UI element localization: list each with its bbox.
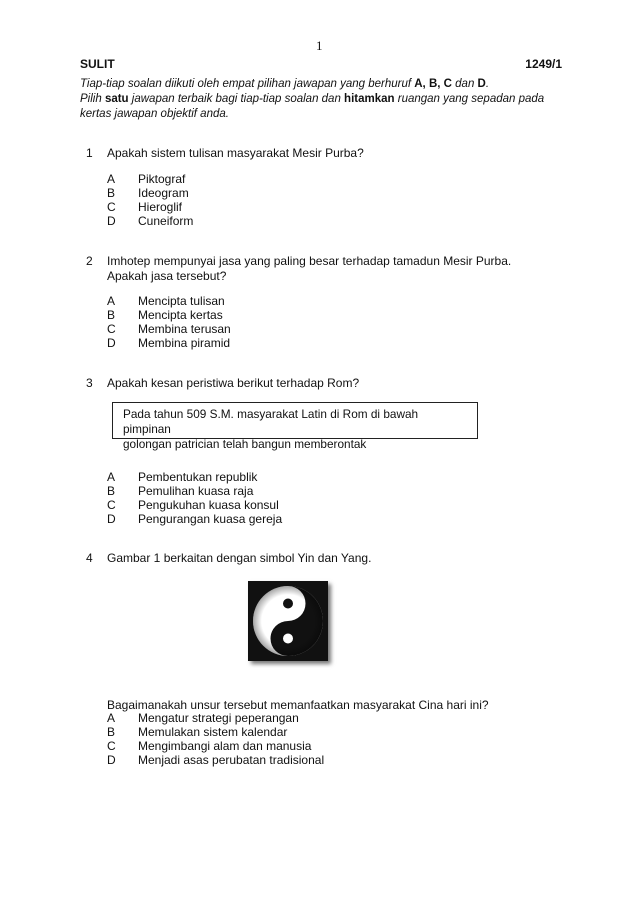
option-text: Memulakan sistem kalendar bbox=[138, 725, 288, 739]
yin-yang-icon bbox=[248, 581, 328, 661]
option-letter: C bbox=[107, 322, 116, 336]
option-letter: B bbox=[107, 725, 116, 739]
option-text: Pengukuhan kuasa konsul bbox=[138, 498, 279, 512]
option-text: Piktograf bbox=[138, 172, 186, 186]
option-letter: D bbox=[107, 512, 116, 526]
instructions bbox=[80, 77, 565, 122]
instr-text: ruangan yang sepadan pada kertas jawapan objektif anda. bbox=[80, 93, 545, 120]
option-text: Cuneiform bbox=[138, 214, 194, 228]
option-letter: A bbox=[107, 294, 116, 308]
instr-letters: A, B, C bbox=[414, 78, 452, 90]
question-text: Apakah sistem tulisan masyarakat Mesir Purba? bbox=[107, 146, 364, 160]
instr-text: . bbox=[485, 78, 490, 90]
page-number: 1 bbox=[316, 38, 323, 53]
statement-line: Pada tahun 509 S.M. masyarakat Latin di Rom di bawah pimpinan bbox=[123, 407, 419, 436]
option-letter: A bbox=[107, 711, 116, 725]
header-sulit: SULIT bbox=[80, 57, 115, 71]
instr-text: jawapan terbaik bagi tiap-tiap soalan dan bbox=[128, 93, 345, 105]
option-text: Mencipta kertas bbox=[138, 308, 223, 322]
option-text: Ideogram bbox=[138, 186, 189, 200]
option-text: Membina terusan bbox=[138, 322, 231, 336]
option-text: Hieroglif bbox=[138, 200, 183, 214]
option-letter: D bbox=[107, 336, 116, 350]
question-number: 2 bbox=[86, 254, 93, 268]
instr-satu: satu bbox=[104, 93, 129, 105]
question-line: Imhotep mempunyai jasa yang paling besar terhadap tamadun Mesir Purba. bbox=[107, 254, 512, 268]
option-text: Pengurangan kuasa gereja bbox=[138, 512, 283, 526]
option-letter: B bbox=[107, 186, 116, 200]
question-line: Apakah jasa tersebut? bbox=[107, 269, 227, 283]
option-text: Pemulihan kuasa raja bbox=[138, 484, 254, 498]
question-text: Bagaimanakah unsur tersebut memanfaatkan masyarakat Cina hari ini? bbox=[107, 698, 489, 712]
event-statement-box bbox=[112, 402, 478, 451]
instr-hitamkan: hitamkan bbox=[344, 93, 395, 105]
question-text bbox=[107, 254, 567, 284]
option-text: Mencipta tulisan bbox=[138, 294, 225, 308]
question-number: 3 bbox=[86, 376, 93, 390]
option-letter: B bbox=[107, 484, 116, 498]
question-number: 4 bbox=[86, 551, 93, 565]
option-text: Mengatur strategi peperangan bbox=[138, 711, 299, 725]
option-text: Membina piramid bbox=[138, 336, 231, 350]
option-text: Pembentukan republik bbox=[138, 470, 258, 484]
option-text: Menjadi asas perubatan tradisional bbox=[138, 753, 325, 767]
option-letter: C bbox=[107, 498, 116, 512]
instr-letter-d: D bbox=[477, 78, 486, 90]
yin-yang-image bbox=[248, 581, 328, 661]
option-letter: C bbox=[107, 739, 116, 753]
question-text: Apakah kesan peristiwa berikut terhadap Rom? bbox=[107, 376, 360, 390]
instr-text: Tiap-tiap soalan diikuti oleh empat pilihan jawapan yang berhuruf bbox=[80, 78, 415, 90]
question-number: 1 bbox=[86, 146, 93, 160]
instr-text: Pilih bbox=[80, 93, 105, 105]
option-letter: D bbox=[107, 753, 116, 767]
question-text: Gambar 1 berkaitan dengan simbol Yin dan Yang. bbox=[107, 551, 372, 565]
option-letter: B bbox=[107, 308, 116, 322]
header-paper-code: 1249/1 bbox=[525, 57, 562, 71]
statement-line: golongan patrician telah bangun memberontak bbox=[123, 437, 367, 451]
option-text: Mengimbangi alam dan manusia bbox=[138, 739, 312, 753]
option-letter: D bbox=[107, 214, 116, 228]
option-letter: A bbox=[107, 172, 116, 186]
option-letter: C bbox=[107, 200, 116, 214]
instr-text: dan bbox=[451, 78, 478, 90]
option-letter: A bbox=[107, 470, 116, 484]
